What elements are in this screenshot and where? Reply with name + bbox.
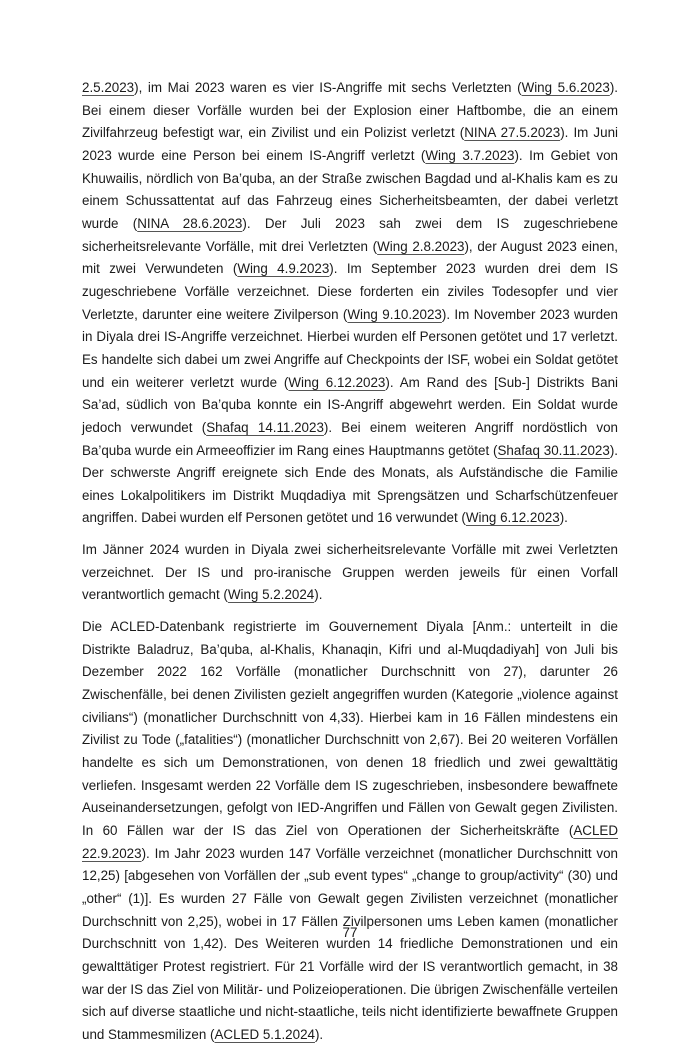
- body-text: ), der August 2023 einen, mit zwei Verwundeten (: [82, 238, 618, 277]
- paragraph-acled-statistics: [82, 616, 618, 1046]
- source-reference-link[interactable]: ACLED 5.1.2024: [214, 1026, 315, 1042]
- body-text: ).: [314, 587, 323, 603]
- paragraph-diyala-incidents-2023: [82, 77, 618, 530]
- page-number: 77: [342, 925, 358, 940]
- body-text: Im Jänner 2024 wurden in Diyala zwei sicherheitsrelevante Vorfälle mit zwei Verletzten verzeichnet. Der IS und pro-iranische Gruppen werden jeweils für einen Vorfall verantwortlich gemacht (: [82, 542, 618, 603]
- body-text: ). Im Juni 2023 wurde eine Person bei einem IS-Angriff verletzt (: [82, 125, 618, 163]
- body-text: ). Im Jahr 2023 wurden 147 Vorfälle verzeichnet (monatlicher Durchschnitt von 12,25) [abgesehen von Vorfällen der „sub event types“ „change to group/activity“ (30) und „other“ (1)]. Es wurden 27 Fälle von Gewalt gegen Zivilisten verzeichnet (monatlicher Durchschnitt von 2,25), wobei in 17 Fällen Zivilpersonen ums Leben kamen (monatlicher Durchschnitt von 1,42). Des Weiteren wurden 14 friedliche Demonstrationen und ein gewalttätiger Protest registriert. Für 21 Vorfälle wird der IS verantwortlich gemacht, in 38 war der IS das Ziel von Militär- und Polizeioperationen. Die übrigen Zwischenfälle verteilen sich auf diverse staatliche und nicht-staatliche, teils nicht identifizierte bewaffnete Gruppen und Stammesmilizen (: [82, 845, 618, 1042]
- source-reference-link[interactable]: Shafaq 14.11.2023: [206, 419, 324, 435]
- paragraph-diyala-january-2024: [82, 539, 618, 607]
- source-reference-link[interactable]: Wing 9.10.2023: [347, 306, 442, 322]
- source-reference-link[interactable]: Wing 6.12.2023: [465, 510, 560, 526]
- body-text: ). Der Juli 2023 sah zwei dem IS zugeschriebene sicherheitsrelevante Vorfälle, mit drei Verletzten (: [82, 215, 618, 254]
- body-text: ). Der schwerste Angriff ereignete sich Ende des Monats, als Aufständische die Familie eines Lokalpolitikers im Distrikt Muqdadiya mit Sprengsätzen und Scharfschützenfeuer angriffen. Dabei wurden elf Personen getötet und 16 verwundet (: [82, 442, 618, 526]
- source-reference-link[interactable]: Wing 2.8.2023: [377, 238, 465, 254]
- body-text: ). Im September 2023 wurden drei dem IS zugeschriebene Vorfälle verzeichnet. Diese forderten ein ziviles Todesopfer und vier Verletzte, darunter eine weitere Zivilperson (: [82, 261, 618, 322]
- source-reference-link[interactable]: Wing 6.12.2023: [288, 374, 386, 390]
- body-text: ). Im November 2023 wurden in Diyala drei IS-Angriffe verzeichnet. Hierbei wurden elf Personen getötet und 17 verletzt. Es handelte sich dabei um zwei Angriffe auf Checkpoints der ISF, wobei ein Soldat getötet und ein weiterer verletzt wurde (: [82, 306, 618, 390]
- body-text: ).: [314, 1026, 324, 1042]
- source-reference-link[interactable]: ACLED 22.9.2023: [82, 823, 618, 861]
- body-text: ), im Mai 2023 waren es vier IS-Angriffe mit sechs Verletzten (: [134, 80, 522, 95]
- source-reference-link[interactable]: Shafaq 30.11.2023: [497, 442, 610, 458]
- source-reference-link[interactable]: Wing 5.2.2024: [227, 587, 315, 603]
- source-reference-link[interactable]: Wing 4.9.2023: [237, 261, 330, 277]
- document-page: [82, 77, 618, 1056]
- source-reference-link[interactable]: 2.5.2023: [82, 80, 135, 95]
- source-reference-link[interactable]: NINA 27.5.2023: [464, 125, 561, 141]
- source-reference-link[interactable]: Wing 3.7.2023: [425, 147, 515, 163]
- body-text: ). Bei einem weiteren Angriff nordöstlich von Ba’quba wurde ein Armeeoffizier im Rang eines Hauptmanns getötet (: [82, 419, 619, 458]
- body-text: ). Am Rand des [Sub-] Distrikts Bani Sa’ad, südlich von Ba’quba konnte ein IS-Angriff abgewehrt werden. Ein Soldat wurde jedoch verwundet (: [82, 374, 618, 435]
- body-text: ). Im Gebiet von Khuwailis, nördlich von Ba’quba, an der Straße zwischen Bagdad und al-Khalis kam es zu einem Schussattentat auf das Fahrzeug eines Sicherheitsbeamten, der dabei verletzt wurde (: [82, 147, 618, 231]
- body-text: ).: [559, 510, 568, 526]
- body-text: Die ACLED-Datenbank registrierte im Gouvernement Diyala [Anm.: unterteilt in die Distrikte Baladruz, Ba’quba, al-Khalis, Khanaqin, Kifri und al-Muqdadiyah] von Juli bis Dezember 2022 162 Vorfälle (monatlicher Durchschnitt von 27), darunter 26 Zwischenfälle, bei denen Zivilisten gezielt angegriffen wurden (Kategorie „violence against civilians“) (monatlicher Durchschnitt von 4,33). Hierbei kam in 16 Fällen mindestens ein Zivilist zu Tode („fatalities“) (monatlicher Durchschnitt von 2,67). Bei 20 weiteren Vorfällen handelte es sich um Demonstrationen, von denen 18 friedlich und zwei gewalttätig verliefen. Insgesamt werden 22 Vorfälle dem IS zugeschrieben, insbesondere bewaffnete Auseinandersetzungen, gefolgt von IED-Angriffen und Fällen von Gewalt gegen Zivilisten. In 60 Fällen war der IS das Ziel von Operationen der Sicherheitskräfte (: [82, 619, 618, 838]
- source-reference-link[interactable]: Wing 5.6.2023: [521, 80, 610, 95]
- body-text: ). Bei einem dieser Vorfälle wurden bei der Explosion einer Haftbombe, die an einem Zivilfahrzeug befestigt war, ein Zivilist und ein Polizist verletzt (: [82, 80, 618, 141]
- source-reference-link[interactable]: NINA 28.6.2023: [137, 215, 243, 231]
